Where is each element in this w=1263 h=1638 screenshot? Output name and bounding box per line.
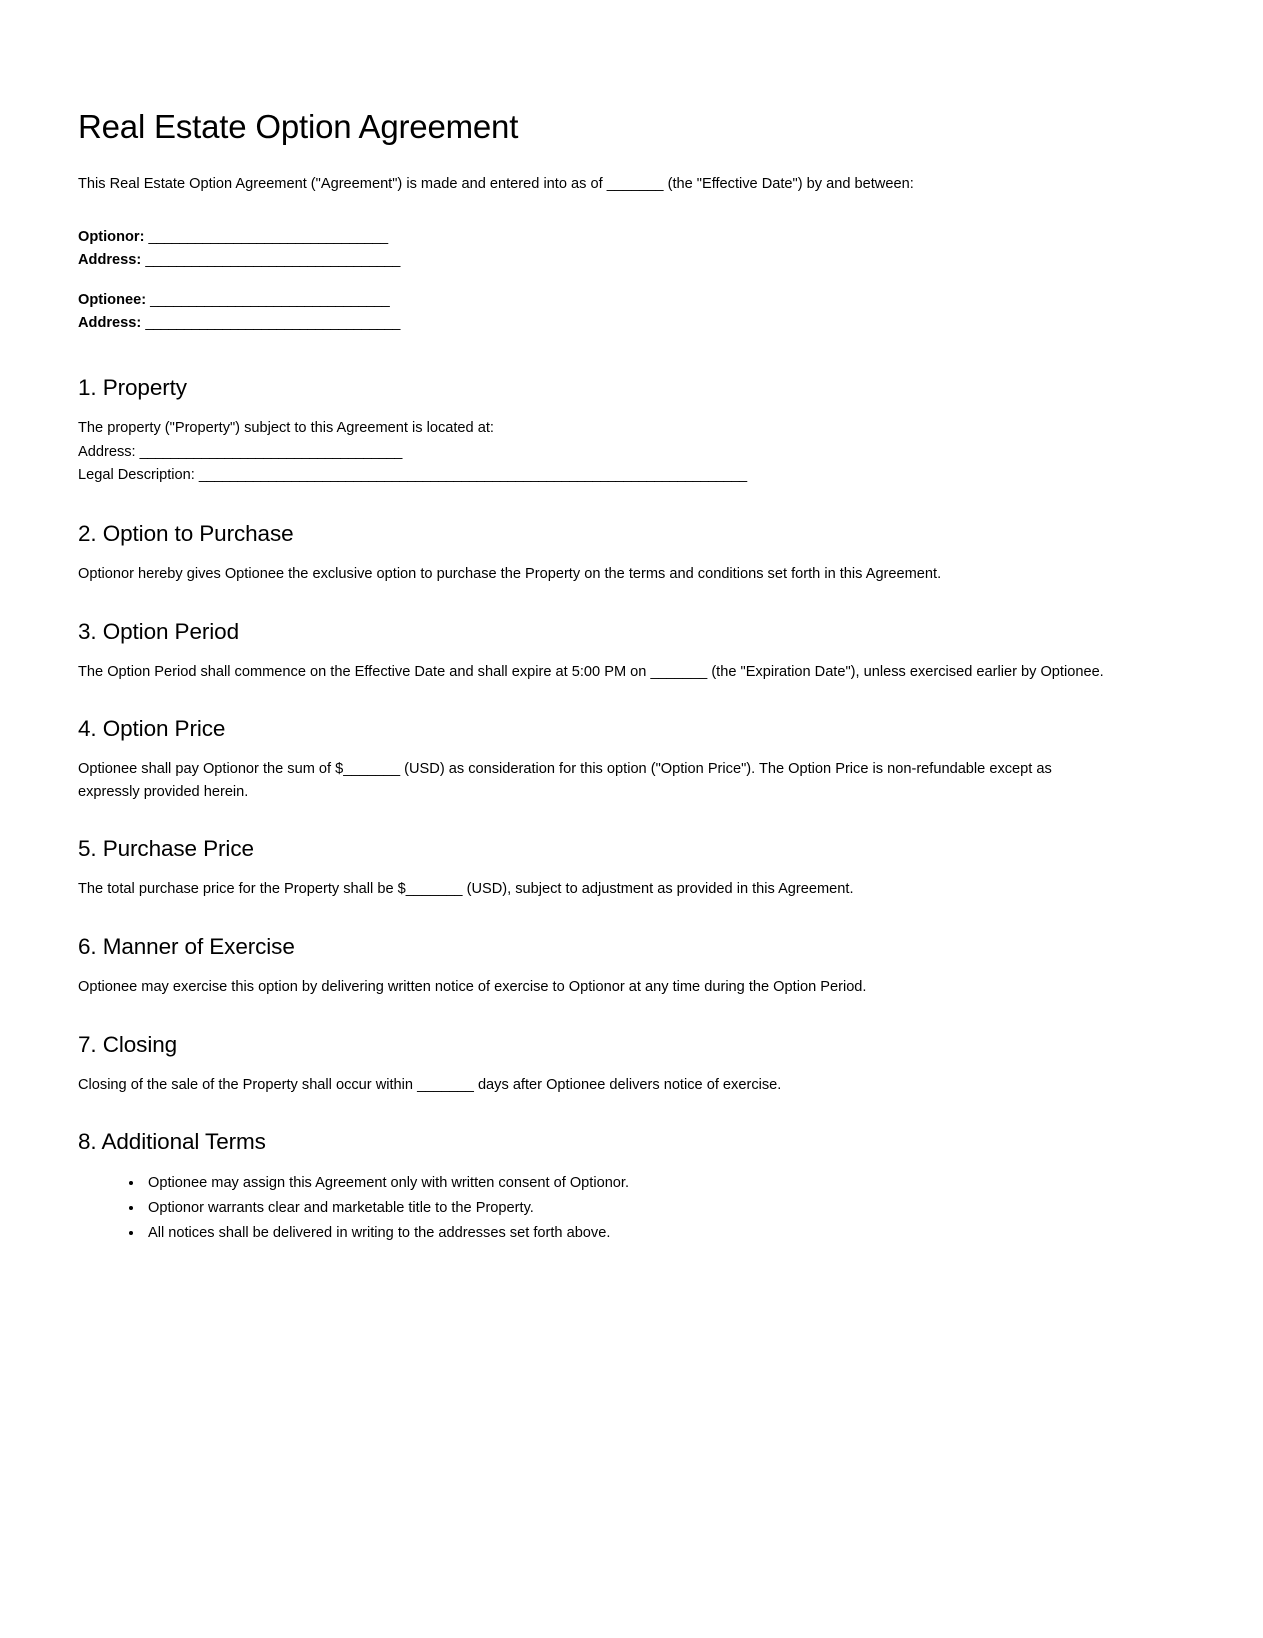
section-body-option-to-purchase: Optionor hereby gives Optionee the exclusive option to purchase the Property on the terms and conditions set forth in this Agreement. [78, 566, 942, 583]
section-property [78, 374, 1106, 488]
optionee-address-label: Address: [78, 315, 142, 332]
optionor-address-blank[interactable]: _________________________________ [145, 252, 400, 269]
optionor-name-line [78, 226, 1106, 250]
optionor-address-line [78, 249, 1106, 273]
optionor-name-blank[interactable]: _______________________________ [148, 228, 388, 245]
section-option-period [78, 618, 1106, 684]
optionee-name-line [78, 289, 1106, 313]
section-option-to-purchase [78, 520, 1106, 586]
section-heading-property: 1. Property [78, 375, 187, 401]
section-heading-additional-terms: 8. Additional Terms [78, 1129, 266, 1155]
section-body-option-price: Optionee shall pay Optionor the sum of $_______ (USD) as consideration for this option ("Option Price"). The Option Price is non-refundable except as expressly provided herein. [78, 761, 1052, 800]
optionee-name-label: Optionee: [78, 291, 147, 308]
section-heading-purchase-price: 5. Purchase Price [78, 836, 254, 862]
property-address-blank[interactable]: __________________________________ [139, 443, 403, 460]
section-heading-closing: 7. Closing [78, 1031, 178, 1057]
property-intro-line: The property ("Property") subject to this Agreement is located at: [78, 420, 494, 437]
list-item: • Optionee may assign this Agreement only with written consent of Optionor. [144, 1171, 1106, 1196]
section-body-option-period: The Option Period shall commence on the Effective Date and shall expire at 5:00 PM on _______ (the "Expiration Date"), unless exercised earlier by Optionee. [78, 663, 1104, 680]
list-item: • Optionor warrants clear and marketable title to the Property. [144, 1196, 1106, 1221]
list-item: • All notices shall be delivered in writing to the addresses set forth above. [144, 1221, 1106, 1246]
parties-block [78, 226, 1106, 337]
section-body-closing: Closing of the sale of the Property shall occur within _______ days after Optionee delivers notice of exercise. [78, 1076, 782, 1093]
optionee-group [78, 289, 1106, 336]
section-additional-terms [78, 1128, 1106, 1246]
section-heading-option-price: 4. Option Price [78, 716, 226, 742]
section-closing [78, 1031, 1106, 1097]
optionor-name-label: Optionor: [78, 228, 145, 245]
section-heading-option-period: 3. Option Period [78, 618, 239, 644]
additional-terms-list [78, 1171, 1106, 1246]
section-heading-manner-of-exercise: 6. Manner of Exercise [78, 934, 295, 960]
page-title: Real Estate Option Agreement [78, 108, 519, 145]
property-details [78, 417, 1106, 488]
intro-paragraph: This Real Estate Option Agreement ("Agreement") is made and entered into as of _______ (the "Effective Date") by and between: [78, 175, 914, 192]
section-option-price [78, 715, 1106, 803]
document-content [78, 108, 1106, 1247]
optionee-name-blank[interactable]: _______________________________ [150, 291, 390, 308]
optionor-group [78, 226, 1106, 273]
section-manner-of-exercise [78, 933, 1106, 999]
optionor-address-label: Address: [78, 252, 142, 269]
optionee-address-line [78, 312, 1106, 336]
section-heading-option-to-purchase: 2. Option to Purchase [78, 521, 294, 547]
property-address-label: Address: [78, 443, 136, 460]
optionee-address-blank[interactable]: _________________________________ [145, 315, 400, 332]
section-body-purchase-price: The total purchase price for the Property shall be $_______ (USD), subject to adjustment as provided in this Agreement. [78, 881, 854, 898]
property-legal-blank[interactable]: _______________________________________________________________________ [198, 467, 747, 484]
property-address-line [78, 441, 1106, 465]
property-legal-label: Legal Description: [78, 467, 195, 484]
property-legal-line [78, 464, 1106, 488]
section-body-manner-of-exercise: Optionee may exercise this option by delivering written notice of exercise to Optionor at any time during the Option Period. [78, 979, 867, 996]
section-purchase-price [78, 835, 1106, 901]
